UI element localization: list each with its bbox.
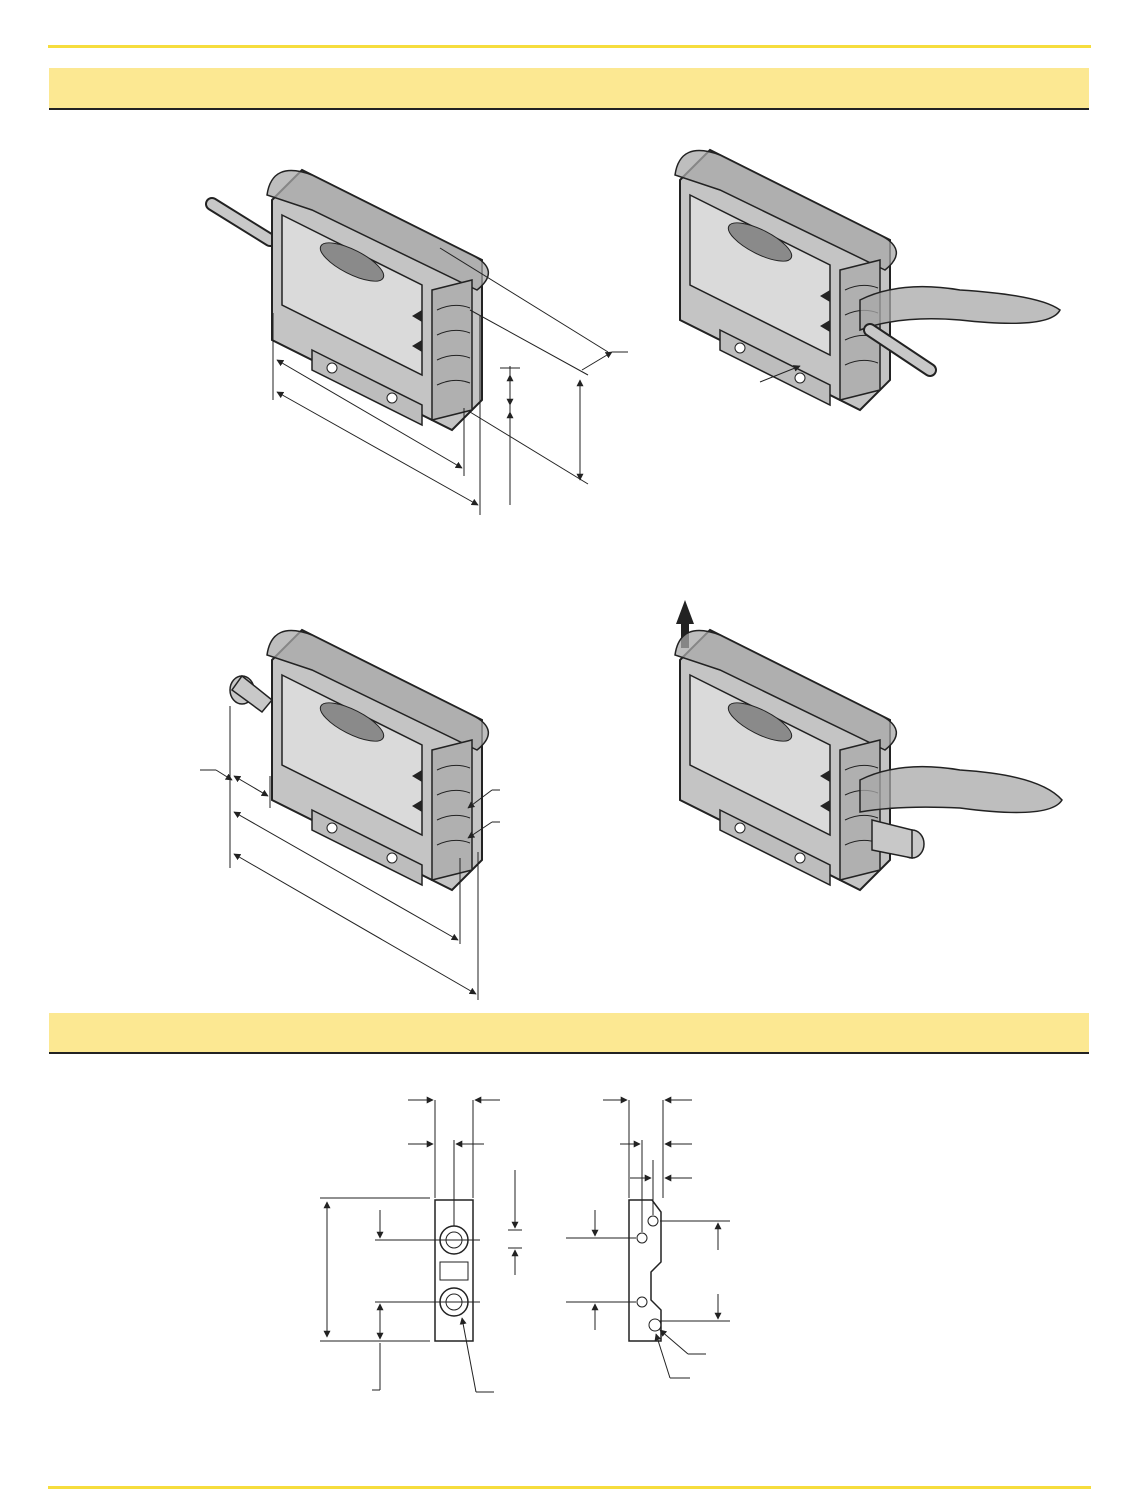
figure-bracket-side bbox=[566, 1100, 730, 1378]
figure-sensor-cable-dimensioned bbox=[212, 170, 628, 515]
figure-sensor-cable-cover-open bbox=[675, 150, 1060, 410]
figure-sensor-connector-cover-open bbox=[675, 600, 1062, 890]
figure-bracket-front bbox=[320, 1100, 522, 1392]
figure-sensor-connector-dimensioned bbox=[200, 630, 500, 1000]
